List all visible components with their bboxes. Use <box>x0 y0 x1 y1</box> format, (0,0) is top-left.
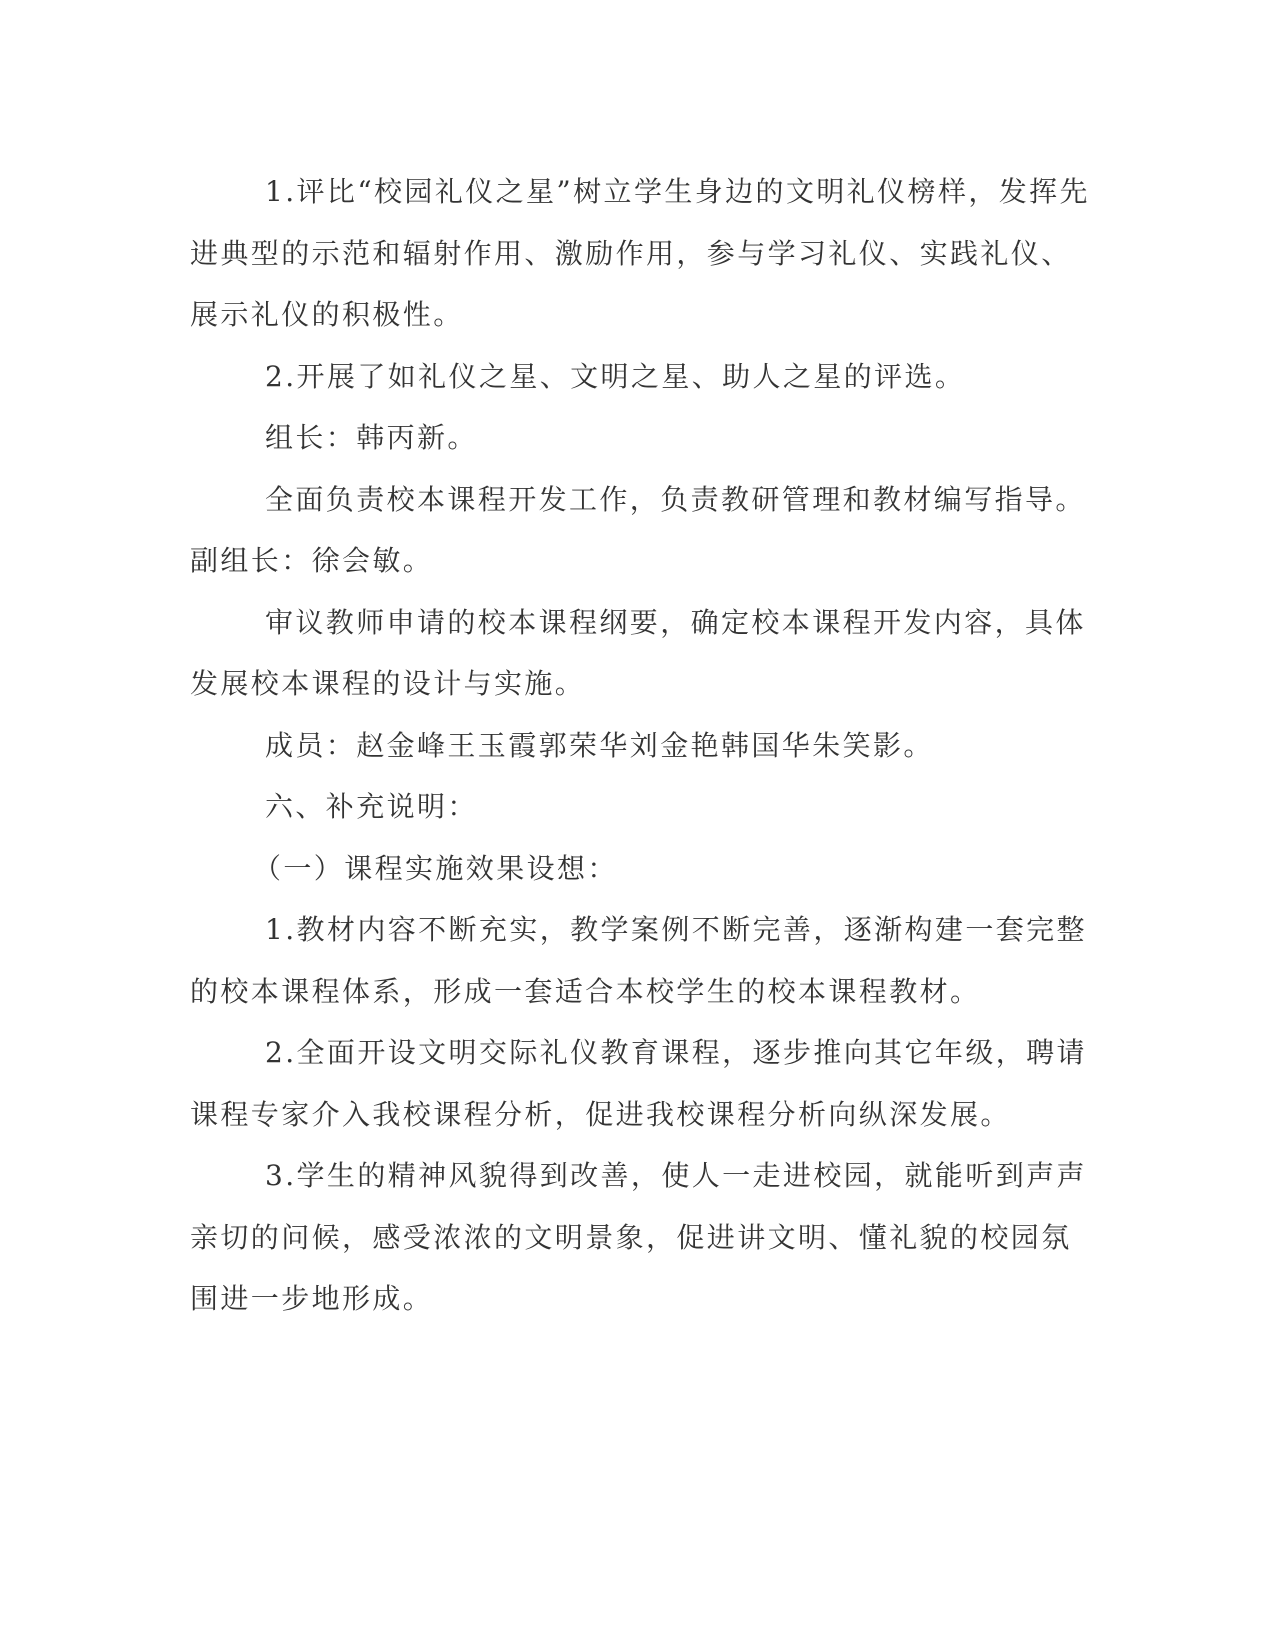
paragraph-effect-3: 3.学生的精神风貌得到改善，使人一走进校园，就能听到声声亲切的问候，感受浓浓的文明景象，促进讲文明、懂礼貌的校园氛围进一步地形成。 <box>190 1159 1087 1315</box>
paragraph-etiquette-star: 1.评比“校园礼仪之星”树立学生身边的文明礼仪榜样，发挥先进典型的示范和辐射作用、激励作用，参与学习礼仪、实践礼仪、展示礼仪的积极性。 <box>190 175 1090 331</box>
paragraph-star-selection: 2.开展了如礼仪之星、文明之星、助人之星的评选。 <box>265 359 966 393</box>
section-heading-supplement: 六、补充说明： <box>265 790 478 823</box>
paragraph-members: 成员：赵金峰王玉霞郭荣华刘金艳韩国华朱笑影。 <box>265 728 934 762</box>
document-body <box>190 161 1090 1330</box>
subsection-heading-effects: （一）课程实施效果设想： <box>253 851 618 885</box>
paragraph-leader-duties: 全面负责校本课程开发工作，负责教研管理和教材编写指导。副组长：徐会敏。 <box>190 482 1086 577</box>
paragraph-effect-1: 1.教材内容不断充实，教学案例不断完善，逐渐构建一套完整的校本课程体系，形成一套适合本校学生的校本课程教材。 <box>190 913 1087 1008</box>
paragraph-effect-2: 2.全面开设文明交际礼仪教育课程，逐步推向其它年级，聘请课程专家介入我校课程分析，促进我校课程分析向纵深发展。 <box>190 1036 1087 1131</box>
paragraph-group-leader: 组长：韩丙新。 <box>265 421 478 454</box>
paragraph-deputy-duties: 审议教师申请的校本课程纲要，确定校本课程开发内容，具体发展校本课程的设计与实施。 <box>190 605 1086 700</box>
